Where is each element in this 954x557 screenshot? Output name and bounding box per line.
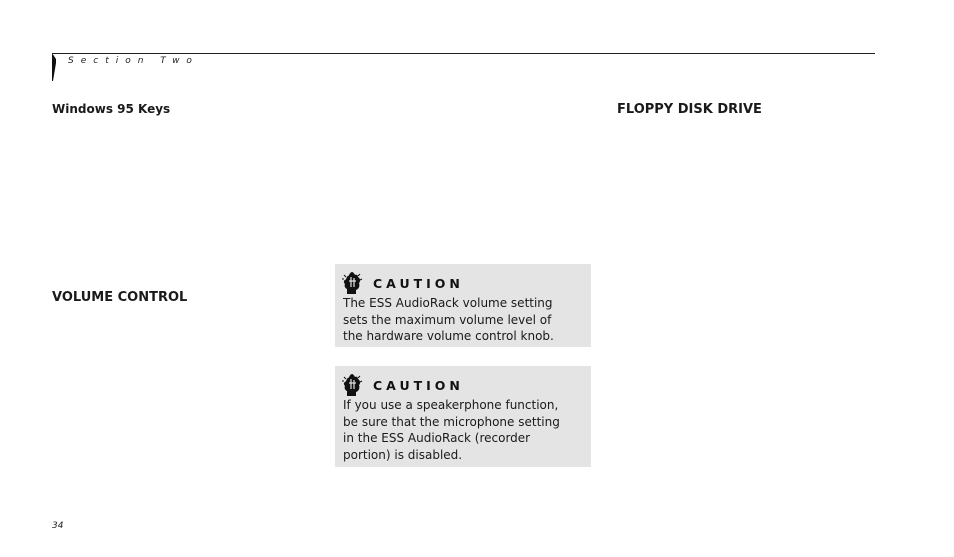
caution-header bbox=[343, 270, 583, 296]
caution-text: If you use a speakerphone function, be sure that the microphone setting in the ESS AudioRack (recorder portion) is disabled. bbox=[343, 398, 560, 462]
heading-volume-control: VOLUME CONTROL bbox=[52, 290, 188, 305]
caution-box bbox=[335, 366, 591, 467]
caution-text: The ESS AudioRack volume setting sets the maximum volume level of the hardware volume control knob. bbox=[343, 296, 554, 343]
caution-hand-icon bbox=[341, 373, 363, 397]
heading-floppy-disk-drive: FLOPPY DISK DRIVE bbox=[617, 102, 762, 117]
header-tick-mark bbox=[52, 53, 56, 81]
section-label: Section Two bbox=[68, 56, 199, 66]
caution-title: CAUTION bbox=[373, 275, 464, 291]
caution-title: CAUTION bbox=[373, 377, 464, 393]
caution-box bbox=[335, 264, 591, 347]
caution-hand-icon bbox=[341, 271, 363, 295]
caution-header bbox=[343, 372, 583, 398]
header-rule bbox=[52, 53, 875, 54]
page-number: 34 bbox=[52, 521, 64, 531]
subheading-windows-95-keys: Windows 95 Keys bbox=[52, 102, 171, 116]
